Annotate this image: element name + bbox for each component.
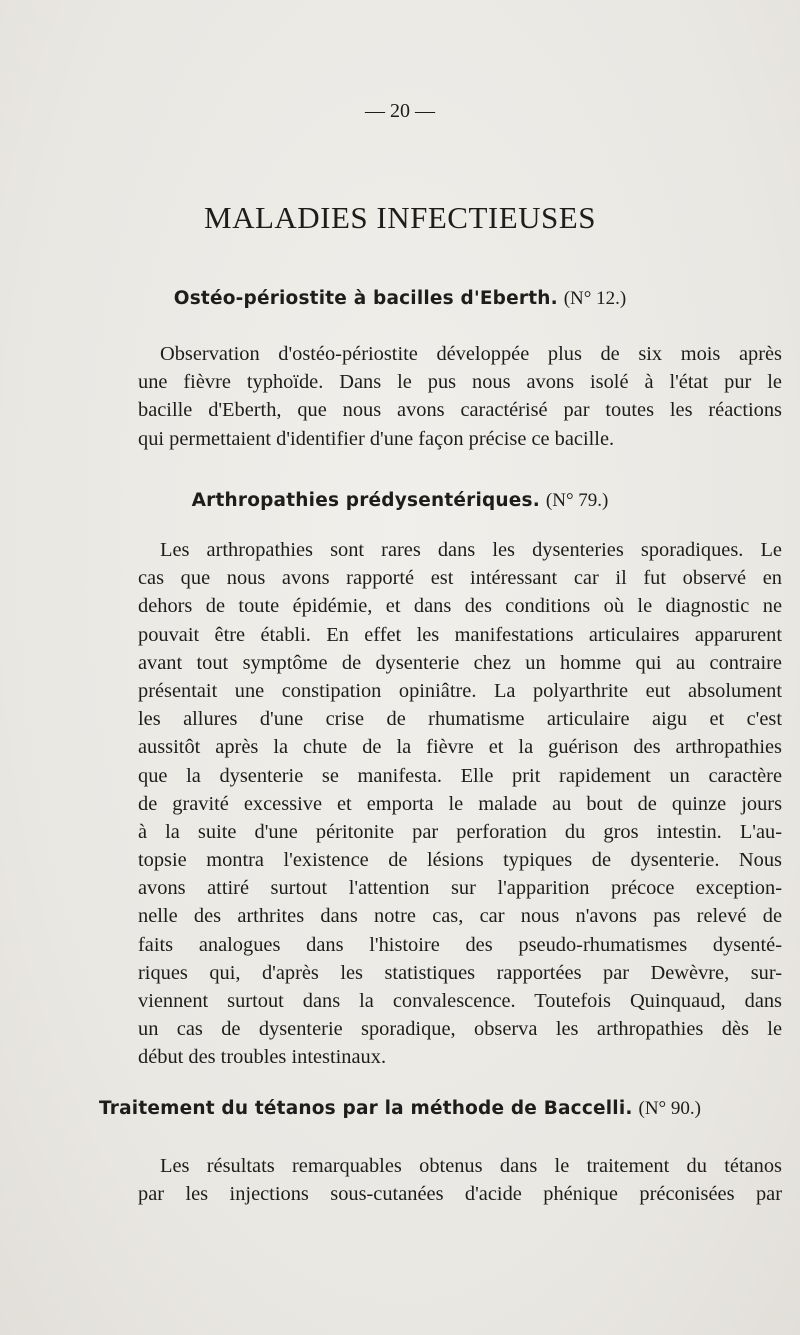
page-number: — 20 — — [365, 100, 435, 122]
section-heading-arthropathies — [0, 490, 800, 512]
section-heading-tetanos — [0, 1098, 800, 1120]
paragraph-line: Les résultats remarquables obtenus dans le traitement du tétanos — [160, 1155, 782, 1177]
paragraph-line: riques qui, d'après les statistiques rapportées par Dewèvre, sur- — [138, 961, 782, 984]
paragraph-line: dehors de toute épidémie, et dans des conditions où le diagnostic ne — [138, 595, 782, 618]
paragraph-line: bacille d'Eberth, que nous avons caractérisé par toutes les réactions — [138, 399, 782, 422]
section-heading-osteo-periostite — [0, 288, 800, 310]
paragraph-line: les allures d'une crise de rhumatisme articulaire aigu et c'est — [138, 708, 782, 731]
paragraph-line: viennent surtout dans la convalescence. Toutefois Quinquaud, dans — [138, 990, 782, 1012]
paragraph-line: que la dysenterie se manifesta. Elle prit rapidement un caractère — [138, 764, 782, 787]
section-title: MALADIES INFECTIEUSES — [204, 200, 596, 235]
paragraph-line: présentait une constipation opiniâtre. La polyarthrite eut absolument — [138, 679, 782, 702]
paragraph-line: un cas de dysenterie sporadique, observa les arthropathies dès le — [138, 1018, 782, 1041]
heading-reference: (N° 12.) — [563, 288, 627, 309]
paragraph-osteo-periostite — [138, 340, 782, 453]
paragraph-line: avons attiré surtout l'attention sur l'apparition précoce exception- — [138, 877, 782, 900]
paragraph-line: à la suite d'une péritonite par perforation du gros intestin. L'au- — [138, 820, 782, 843]
heading-title: Arthropathies prédysentériques. — [191, 490, 540, 511]
paragraph-line: de gravité excessive et emporta le malade au bout de quinze jours — [138, 792, 782, 815]
paragraph-line: nelle des arthrites dans notre cas, car nous n'avons pas relevé de — [138, 905, 782, 928]
paragraph-line: topsie montra l'existence de lésions typiques de dysenterie. Nous — [138, 849, 782, 872]
paragraph-line: faits analogues dans l'histoire des pseudo-rhumatismes dysenté- — [138, 933, 782, 956]
heading-title: Ostéo-périostite à bacilles d'Eberth. — [173, 288, 558, 309]
paragraph-line: avant tout symptôme de dysenterie chez un homme qui au contraire — [138, 651, 782, 674]
paragraph-line: qui permettaient d'identifier d'une façon précise ce bacille. — [138, 427, 615, 450]
paragraph-line: par les injections sous-cutanées d'acide phénique préconisées par — [138, 1183, 782, 1206]
paragraph-line: une fièvre typhoïde. Dans le pus nous avons isolé à l'état pur le — [138, 371, 782, 394]
heading-reference: (N° 90.) — [638, 1098, 701, 1119]
paragraph-line: début des troubles intestinaux. — [138, 1046, 387, 1069]
heading-title: Traitement du tétanos par la méthode de Baccelli. — [99, 1098, 633, 1119]
paragraph-tetanos — [138, 1152, 782, 1208]
heading-reference: (N° 79.) — [545, 490, 609, 511]
paragraph-line: aussitôt après la chute de la fièvre et la guérison des arthropathies — [138, 736, 782, 759]
paragraph-line: cas que nous avons rapporté est intéressant car il fut observé en — [138, 567, 782, 590]
paragraph-arthropathies — [138, 536, 782, 1072]
paragraph-line: Les arthropathies sont rares dans les dysenteries sporadiques. Le — [160, 539, 782, 561]
paragraph-line: Observation d'ostéo-périostite développée plus de six mois après — [160, 343, 782, 365]
paragraph-line: pouvait être établi. En effet les manifestations articulaires apparurent — [138, 623, 782, 646]
